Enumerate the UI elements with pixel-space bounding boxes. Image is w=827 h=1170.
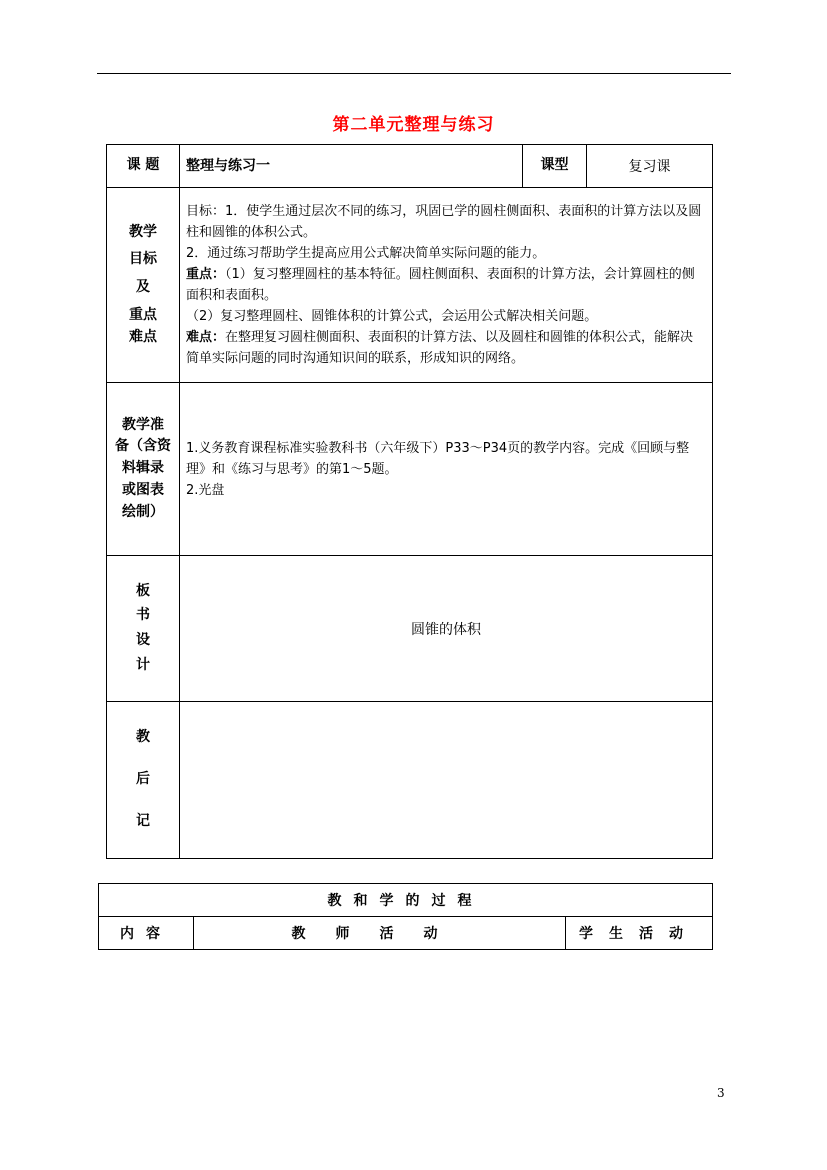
goals-label [107,188,180,383]
board-label-line: 设 [136,632,150,648]
key-points-text: （1）复习整理圆柱的基本特征。圆柱侧面积、表面积的计算方法，会计算圆柱的侧面积和表面积。 [186,267,695,303]
difficult-points-text: 在整理复习圆柱侧面积、表面积的计算方法、以及圆柱和圆锥的体积公式，能解决简单实际问题的同时沟通知识间的联系，形成知识的网络。 [186,330,694,366]
process-table [98,883,713,950]
goals-label-line: 教学 [129,223,157,240]
board-label-line: 板 [136,582,150,599]
prep-label-line: 料辑录 [122,460,164,477]
lesson-plan-table [106,144,713,859]
goals-label-line: 难点 [129,328,157,345]
type-value: 复习课 [587,145,713,188]
prep-label-line: 绘制） [122,503,164,520]
key-points-label: 重点： [186,267,226,282]
prep-label [107,383,180,556]
goals-label-line: 重点 [129,306,157,323]
process-header-row [99,917,713,950]
goals-label-line: 目标 [129,251,157,268]
afterword-label-line: 后 [136,771,150,788]
process-title: 教和学的过程 [99,884,713,917]
afterword-label-line: 记 [136,812,150,829]
key-points [186,264,706,306]
page-number: 3 [717,1086,725,1100]
course-value: 整理与练习一 [180,145,523,188]
board-label-line: 计 [136,656,150,673]
row-goals [107,188,713,383]
row-prep [107,383,713,556]
process-col-teacher: 教师活动 [194,917,566,950]
prep-content [180,383,713,556]
process-col-student: 学生活动 [566,917,713,950]
difficult-points [186,327,706,369]
prep-label-line: 或图表 [122,481,164,498]
key-points-2: （2）复习整理圆柱、圆锥体积的计算公式，会运用公式解决相关问题。 [186,309,598,324]
process-col-content: 内容 [99,917,194,950]
afterword-content [180,702,713,859]
goals-label-line: 及 [136,279,150,296]
process-title-row [99,884,713,917]
board-label [107,556,180,702]
goals-content [180,188,713,383]
prep-label-line: 教学准 [122,416,164,433]
board-label-line: 书 [136,607,150,624]
header-rule [97,73,731,74]
afterword-label [107,702,180,859]
prep-item-1: 1.义务教育课程标准实验教科书（六年级下）P33～P34页的教学内容。完成《回顾与整理》和《练习与思考》的第1～5题。 [186,440,690,477]
prep-label-line: 备（含资 [115,438,171,455]
course-label: 课 题 [107,145,180,188]
page-title: 第二单元整理与练习 [332,115,495,135]
row-course [107,145,713,188]
prep-item-2: 2.光盘 [186,482,225,498]
goal-line-1: 目标：1．使学生通过层次不同的练习，巩固已学的圆柱侧面积、表面积的计算方法以及圆柱和圆锥的体积公式。 [186,204,702,240]
goal-line-2: 2．通过练习帮助学生提高应用公式解决简单实际问题的能力。 [186,246,546,261]
difficult-points-label: 难点： [186,330,226,345]
board-content: 圆锥的体积 [180,556,713,702]
row-board [107,556,713,702]
afterword-label-line: 教 [136,729,150,746]
type-label: 课型 [523,145,587,188]
row-afterword [107,702,713,859]
